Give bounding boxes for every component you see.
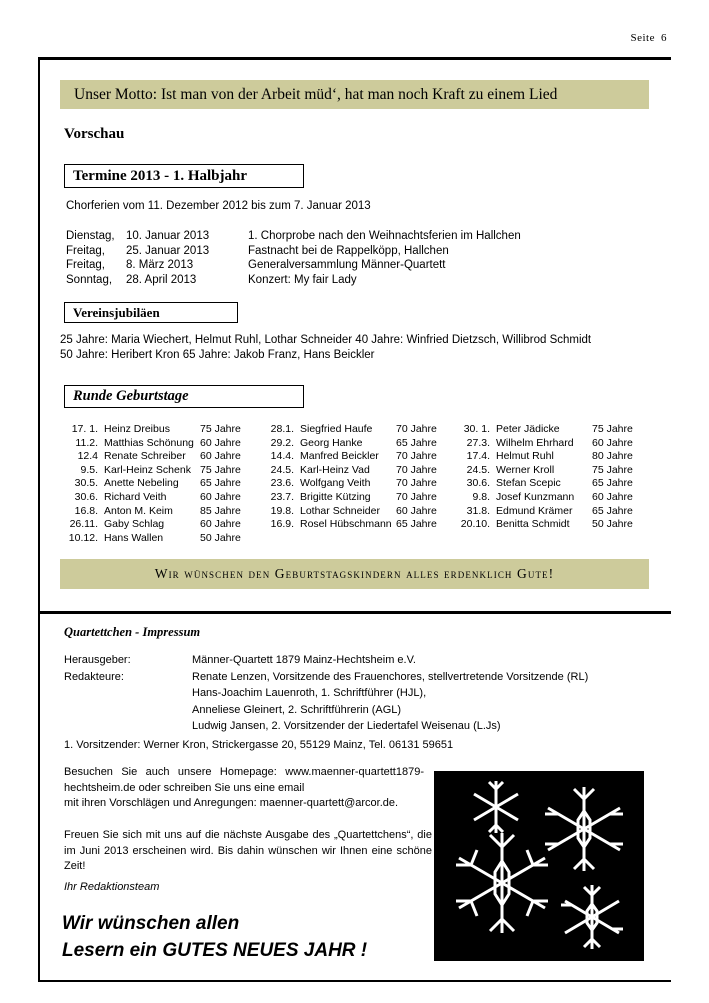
birthday-age: 65 Jahre — [592, 504, 633, 517]
impressum-label — [64, 718, 192, 735]
birthday-age: 50 Jahre — [592, 518, 633, 531]
termine-desc: 1. Chorprobe nach den Weihnachtsferien im Hallchen — [248, 230, 521, 242]
birthday-date: 23.7. — [270, 490, 294, 503]
impressum-block — [64, 652, 624, 753]
new-year-line-1: Wir wünschen allen — [62, 913, 240, 934]
page-number-value: 6 — [661, 32, 667, 44]
termine-title-text: Termine 2013 - 1. Halbjahr — [73, 167, 248, 184]
birthday-row — [260, 505, 456, 519]
birthday-date: 30.6. — [466, 477, 490, 490]
birthday-age: 60 Jahre — [592, 490, 633, 503]
motto-banner — [60, 80, 649, 109]
termine-day: Sonntag, — [66, 273, 113, 286]
chorferien-text: Chorferien vom 11. Dezember 2012 bis zum 7. Januar 2013 — [66, 200, 371, 212]
impressum-value: Hans-Joachim Lauenroth, 1. Schriftführer (HJL), — [192, 687, 427, 699]
termine-day: Freitag, — [66, 244, 105, 257]
birthday-date: 9.5. — [80, 463, 98, 476]
birthday-name: Anton M. Keim — [104, 504, 173, 517]
motto-text: Unser Motto: Ist man von der Arbeit müd‘, hat man noch Kraft zu einem Lied — [74, 85, 558, 103]
birthday-name: Werner Kroll — [496, 463, 555, 476]
geburtstage-box-title — [64, 385, 304, 408]
birthday-age: 65 Jahre — [592, 477, 633, 490]
birthday-row — [456, 423, 652, 437]
birthday-row — [260, 477, 456, 491]
birthday-row — [260, 518, 456, 532]
termine-date: 8. März 2013 — [126, 259, 194, 271]
birthday-column — [260, 423, 456, 545]
impressum-row — [64, 685, 624, 702]
birthday-date: 16.8. — [74, 504, 98, 517]
snowflake-graphic — [434, 771, 644, 961]
birthday-row — [64, 437, 260, 451]
birthday-date: 26.11. — [69, 518, 98, 531]
termine-row — [66, 258, 521, 273]
birthday-row — [260, 491, 456, 505]
termine-row — [66, 244, 521, 259]
birthday-name: Siegfried Haufe — [300, 423, 373, 435]
birthday-date: 9.8. — [472, 490, 490, 503]
birthday-row — [456, 464, 652, 478]
termine-date: 10. Januar 2013 — [126, 230, 210, 242]
geburtstage-title-text: Runde Geburtstage — [73, 388, 189, 404]
birthday-name: Anette Nebeling — [104, 477, 179, 490]
impressum-value: Männer-Quartett 1879 Mainz-Hechtsheim e.V. — [192, 654, 416, 666]
birthday-name: Wolfgang Veith — [300, 477, 371, 490]
birthday-age: 65 Jahre — [396, 436, 437, 449]
birthday-name: Benitta Schmidt — [496, 518, 570, 531]
impressum-label: Redakteure: — [64, 670, 124, 683]
homepage-line-2: mit ihren Vorschlägen und Anregungen: maenner-quartett@arcor.de. — [64, 797, 399, 809]
birthday-column — [64, 423, 260, 545]
birthday-name: Helmut Ruhl — [496, 450, 554, 463]
birthday-row — [260, 437, 456, 451]
header-divider — [38, 57, 671, 60]
homepage-line-1: Besuchen Sie auch unsere Homepage: www.maenner-quartett1879-hechtsheim.de oder schreiben Sie uns eine email — [64, 766, 424, 794]
birthday-date: 27.3. — [466, 436, 490, 449]
signature-text: Ihr Redaktionsteam — [64, 881, 160, 893]
birthday-age: 60 Jahre — [200, 450, 241, 463]
birthday-name: Rosel Hübschmann — [300, 518, 392, 531]
birthday-name: Renate Schreiber — [104, 450, 186, 463]
birthday-date: 31.8. — [466, 504, 490, 517]
impressum-chairman: 1. Vorsitzender: Werner Kron, Strickergasse 20, 55129 Mainz, Tel. 06131 59651 — [64, 738, 454, 751]
termine-desc: Fastnacht bei de Rappelköpp, Hallchen — [248, 244, 449, 257]
birthday-name: Georg Hanke — [300, 436, 363, 449]
birthday-age: 70 Jahre — [396, 463, 437, 476]
birthday-date: 19.8. — [270, 504, 294, 517]
impressum-row — [64, 702, 624, 719]
birthday-row — [260, 464, 456, 478]
homepage-block — [64, 765, 424, 812]
termine-date: 25. Januar 2013 — [126, 244, 210, 257]
termine-row — [66, 273, 521, 288]
section-divider — [38, 611, 671, 614]
birthday-age: 65 Jahre — [396, 518, 437, 531]
birthday-row — [456, 505, 652, 519]
new-year-line-2: Lesern ein GUTES NEUES JAHR ! — [62, 940, 368, 961]
birthday-date: 20.10. — [460, 518, 490, 531]
birthday-wish-banner — [60, 559, 649, 589]
birthday-age: 60 Jahre — [396, 504, 437, 517]
birthday-row — [456, 491, 652, 505]
birthday-age: 60 Jahre — [200, 436, 241, 449]
birthday-age: 70 Jahre — [396, 450, 437, 463]
termine-list — [66, 229, 521, 287]
birthday-age: 50 Jahre — [200, 531, 241, 544]
impressum-label — [64, 702, 192, 719]
birthday-row — [456, 518, 652, 532]
impressum-row — [64, 669, 624, 686]
birthday-date: 17. 1. — [71, 423, 98, 435]
birthday-name: Josef Kunzmann — [496, 490, 575, 503]
birthday-age: 75 Jahre — [200, 423, 241, 435]
birthday-date: 29.2. — [270, 436, 294, 449]
birthday-age: 60 Jahre — [200, 490, 241, 503]
birthday-row — [64, 532, 260, 546]
birthday-age: 75 Jahre — [200, 463, 241, 476]
birthday-row — [64, 450, 260, 464]
birthday-date: 24.5. — [466, 463, 490, 476]
birthday-age: 85 Jahre — [200, 504, 241, 517]
birthday-date: 24.5. — [270, 463, 294, 476]
birthday-row — [456, 477, 652, 491]
birthday-row — [64, 464, 260, 478]
impressum-value: Ludwig Jansen, 2. Vorsitzender der Liedertafel Weisenau (L.Js) — [192, 720, 501, 732]
birthday-name: Richard Veith — [104, 490, 167, 503]
birthday-date: 28.1. — [270, 423, 294, 435]
birthday-age: 60 Jahre — [592, 436, 633, 449]
birthday-row — [260, 423, 456, 437]
birthday-row — [64, 518, 260, 532]
termine-day: Freitag, — [66, 259, 105, 271]
birthday-row — [260, 450, 456, 464]
impressum-label — [64, 685, 192, 702]
jubilaeen-line: 25 Jahre: Maria Wiechert, Helmut Ruhl, Lothar Schneider 40 Jahre: Winfried Dietzsch, Willibrod Schmidt — [60, 334, 592, 346]
birthday-name: Matthias Schönung — [104, 436, 194, 449]
termine-date: 28. April 2013 — [126, 273, 197, 286]
left-border-rule — [38, 57, 40, 982]
birthday-age: 70 Jahre — [396, 490, 437, 503]
birthday-name: Wilhelm Ehrhard — [496, 436, 574, 449]
birthday-name: Manfred Beickler — [300, 450, 379, 463]
birthday-date: 14.4. — [270, 450, 294, 463]
birthday-name: Brigitte Kützing — [300, 490, 371, 503]
birthday-date: 23.6. — [270, 477, 294, 490]
birthday-wish-text: Wir wünschen den Geburtstagskindern alles erdenklich Gute! — [154, 566, 555, 581]
impressum-label: Herausgeber: — [64, 654, 131, 666]
birthday-table — [64, 423, 652, 545]
birthday-row — [64, 491, 260, 505]
birthday-name: Hans Wallen — [104, 531, 164, 544]
birthday-date: 30.5. — [74, 477, 98, 490]
birthday-row — [64, 477, 260, 491]
birthday-age: 60 Jahre — [200, 518, 241, 531]
birthday-name: Karl-Heinz Vad — [300, 463, 370, 476]
page-label: Seite — [630, 32, 655, 44]
footer-divider — [38, 980, 671, 982]
page-number — [631, 32, 668, 44]
birthday-row — [64, 423, 260, 437]
birthday-date: 10.12. — [68, 531, 98, 544]
birthday-row — [64, 505, 260, 519]
birthday-date: 12.4 — [77, 450, 98, 463]
birthday-date: 30.6. — [74, 490, 98, 503]
new-year-greeting — [62, 910, 367, 964]
birthday-name: Gaby Schlag — [104, 518, 165, 531]
birthday-date: 17.4. — [466, 450, 490, 463]
termine-day: Dienstag, — [66, 230, 115, 242]
birthday-row — [456, 450, 652, 464]
birthday-name: Stefan Scepic — [496, 477, 561, 490]
birthday-age: 65 Jahre — [200, 477, 241, 490]
termine-desc: Konzert: My fair Lady — [248, 273, 357, 286]
jubilaeen-line: 50 Jahre: Heribert Kron 65 Jahre: Jakob Franz, Hans Beickler — [60, 349, 375, 361]
birthday-age: 80 Jahre — [592, 450, 633, 463]
impressum-row — [64, 652, 624, 669]
birthday-age: 70 Jahre — [396, 423, 437, 435]
birthday-name: Karl-Heinz Schenk — [104, 463, 191, 476]
snowflake-illustration — [434, 771, 644, 961]
birthday-date: 16.9. — [270, 518, 294, 531]
impressum-value: Renate Lenzen, Vorsitzende des Frauenchores, stellvertretende Vorsitzende (RL) — [192, 670, 589, 683]
impressum-value: Anneliese Gleinert, 2. Schriftführerin (AGL) — [192, 703, 402, 716]
jubilaeen-list — [60, 333, 591, 363]
termine-box-title — [64, 164, 304, 188]
birthday-name: Edmund Krämer — [496, 504, 573, 517]
birthday-row — [456, 437, 652, 451]
impressum-title: Quartettchen - Impressum — [64, 625, 201, 639]
jubilaeen-title-text: Vereinsjubiläen — [73, 304, 160, 320]
jubilaeen-box-title — [64, 302, 238, 323]
birthday-date: 11.2. — [75, 436, 98, 449]
birthday-name: Heinz Dreibus — [104, 423, 170, 435]
impressum-row — [64, 718, 624, 735]
birthday-column — [456, 423, 652, 545]
birthday-date: 30. 1. — [463, 423, 490, 435]
birthday-age: 70 Jahre — [396, 477, 437, 490]
birthday-name: Peter Jädicke — [496, 423, 560, 435]
birthday-name: Lothar Schneider — [300, 504, 380, 517]
birthday-age: 75 Jahre — [592, 463, 633, 476]
birthday-age: 75 Jahre — [592, 423, 633, 435]
termine-desc: Generalversammlung Männer-Quartett — [248, 259, 446, 271]
termine-row — [66, 229, 521, 244]
next-issue-text: Freuen Sie sich mit uns auf die nächste Ausgabe des „Quartettchens“, die im Juni 2013 erscheinen wird. Bis dahin wünschen wir Ihnen eine schöne Zeit! — [64, 829, 432, 872]
vorschau-heading: Vorschau — [64, 126, 125, 142]
